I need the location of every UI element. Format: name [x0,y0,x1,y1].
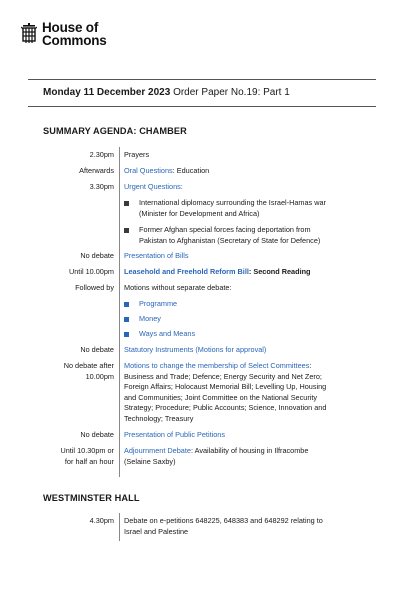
oral-questions-link[interactable]: Oral Questions [124,166,173,175]
urgent-question-item [139,198,354,219]
motion-money-link[interactable]: Money [139,314,161,323]
agenda-time [60,446,114,467]
agenda-time: 2.30pm [89,150,114,159]
agenda-time: No debate [80,251,114,260]
logo-line-1: House of [42,20,99,35]
agenda-item [124,166,354,177]
select-committees-link[interactable]: Motions to change the membership of Select Committees [124,361,310,370]
committee-line: Foreign Affairs; Holocaust Memorial Bill; Levelling Up, Housing [124,382,327,391]
leasehold-bill-link[interactable]: Leasehold and Freehold Reform Bill [124,267,249,276]
adjournment-member: (Selaine Saxby) [124,456,176,466]
agenda-time: No debate [80,430,114,439]
bottom-rule [28,106,376,107]
westminster-hall-heading: WESTMINSTER HALL [43,493,140,503]
order-paper-number: Order Paper No.19: Part 1 [170,87,290,98]
house-of-commons-logo [21,22,107,47]
presentation-of-bills-link[interactable]: Presentation of Bills [124,251,189,260]
agenda-time: Afterwards [79,166,114,175]
agenda-item: Motions without separate debate: [124,283,232,292]
motion-programme-link[interactable]: Programme [139,299,178,308]
public-petitions-link[interactable]: Presentation of Public Petitions [124,430,225,439]
bullet-icon [124,302,129,307]
agenda-time: Followed by [75,283,114,292]
urgent-question-line: International diplomacy surrounding the Israel-Hamas war [139,198,326,207]
bullet-icon [124,228,129,233]
agenda-time: 3.30pm [89,182,114,191]
urgent-questions-link[interactable]: Urgent Questions: [124,182,183,191]
committee-line: and Communities; Joint Committee on the National Security [124,392,318,402]
committee-line: Business and Trade; Defence; Energy Security and Net Zero; [124,371,322,381]
committee-line: Strategy; Procedure; Public Accounts; Science, Innovation and [124,403,327,412]
agenda-item [124,267,354,278]
top-rule [28,79,376,80]
agenda-time-line: 10.00pm [85,371,114,381]
oral-questions-subject: : Education [172,166,210,175]
agenda-time: Until 10.00pm [68,267,114,276]
logo-line-2: Commons [42,32,107,48]
order-paper-date: Monday 11 December 2023 [43,87,171,98]
agenda-time-line: for half an hour [64,456,114,466]
urgent-question-line: (Minister for Development and Africa) [139,208,260,218]
urgent-question-item [139,225,354,246]
select-colon: : [309,361,312,370]
agenda-time: No debate [80,345,114,354]
bullet-icon [124,332,129,337]
agenda-time: 4.30pm [89,516,114,525]
order-paper-title [43,87,290,98]
agenda-time-line: Until 10.30pm or [60,446,114,455]
urgent-question-line: Pakistan to Afghanistan (Secretary of State for Defence) [139,235,321,245]
agenda-time-line: No debate after [63,361,114,370]
agenda-item [124,446,354,467]
chamber-heading: SUMMARY AGENDA: CHAMBER [43,126,187,136]
westminster-divider [119,513,120,541]
agenda-item [124,361,354,424]
debate-line: Israel and Palestine [124,526,189,536]
agenda-time [64,361,114,382]
adjournment-debate-link[interactable]: Adjournment Debate [124,446,191,455]
leasehold-stage: : Second Reading [248,267,311,276]
bullet-icon [124,317,129,322]
motion-ways-and-means-link[interactable]: Ways and Means [139,329,196,338]
agenda-item: Prayers [124,150,150,159]
committee-line: Technology; Treasury [124,413,194,423]
urgent-question-line: Former Afghan special forces facing deportation from [139,225,311,234]
debate-line: Debate on e-petitions 648225, 648383 and 648292 relating to [124,516,323,525]
portcullis-icon [21,23,37,45]
adjournment-subject: : Availability of housing in Ilfracombe [190,446,309,455]
bullet-icon [124,201,129,206]
chamber-divider [119,147,120,477]
agenda-item [124,516,354,537]
statutory-instruments-link[interactable]: Statutory Instruments (Motions for approval) [124,345,267,354]
